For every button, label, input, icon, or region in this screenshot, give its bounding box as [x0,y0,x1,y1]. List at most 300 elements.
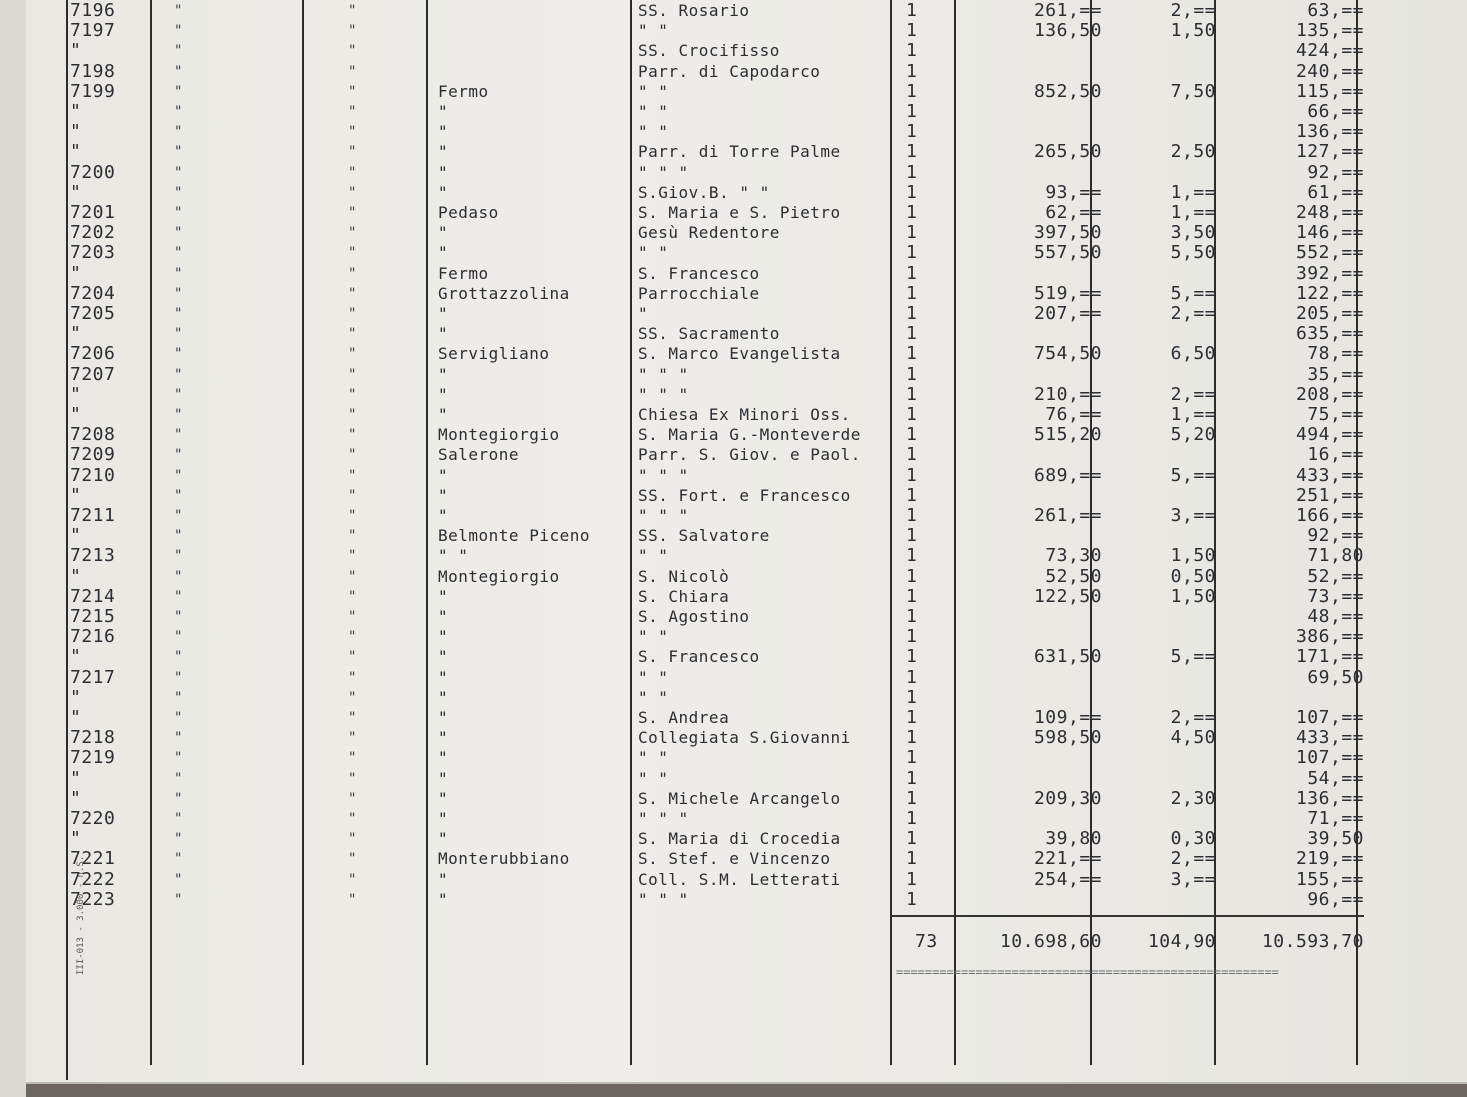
ditto-col-3: " [348,386,357,403]
column-rule [426,0,428,1065]
entry-number: 7203 [70,242,116,264]
church-name: " " " [638,465,689,485]
ditto-col-2: " [174,891,183,908]
church-name: " " [638,21,669,41]
quantity: 1 [906,242,918,264]
quantity: 1 [906,222,918,244]
gross-amount: 73,30 [1045,545,1102,567]
fee-amount: 1,== [1170,202,1216,223]
quantity: 1 [906,686,918,708]
net-amount: 205,== [1295,303,1364,324]
quantity: 1 [906,505,918,526]
ditto-col-2: " [174,205,183,221]
church-name: " " [638,748,669,768]
ditto-col-3: " [348,427,357,444]
ditto-col-3: " [348,306,357,322]
background-page-edge [0,0,26,1097]
net-amount: 107,== [1295,707,1364,728]
quantity: 1 [906,282,918,304]
locality: Fermo [438,81,489,101]
ditto-col-3: " [348,23,357,40]
locality: " [438,768,449,788]
fee-amount: 5,== [1170,646,1216,668]
locality: " [438,304,449,323]
fee-amount: 1,50 [1170,20,1216,42]
ditto-col-3: " [348,447,357,464]
gross-amount: 261,== [1033,505,1102,526]
entry-number: 7219 [70,747,116,769]
net-amount: 146,== [1295,222,1364,244]
quantity: 1 [906,727,918,749]
entry-number: 7206 [70,343,116,365]
net-amount: 63,== [1307,0,1364,21]
net-amount: 92,== [1307,525,1364,547]
ditto-col-3: " [348,407,357,423]
locality: " [438,465,449,485]
quantity: 1 [906,808,918,829]
locality: " [438,889,449,909]
quantity: 1 [906,303,918,324]
ditto-col-3: " [348,487,357,504]
locality: " [438,324,449,344]
net-amount: 35,== [1307,363,1364,385]
quantity: 1 [906,707,918,728]
fee-amount: 2,50 [1170,141,1216,163]
net-amount: 107,== [1295,747,1364,769]
locality: " " [438,546,469,566]
quantity: 1 [906,121,918,143]
ditto-col-3: " [348,366,357,383]
locality: Fermo [438,263,489,283]
double-underline: ===================================================== [896,965,1279,979]
church-name: Gesù Redentore [638,223,780,243]
quantity: 1 [906,585,918,607]
church-name: Coll. S.M. Letterati [638,869,841,889]
ditto-col-3: " [348,104,357,120]
church-name: S. Francesco [638,647,760,667]
entry-number: " [70,767,82,789]
church-name: " " [638,687,669,707]
gross-amount: 254,== [1033,868,1102,890]
locality: " [438,829,449,849]
ditto-col-2: " [174,770,183,787]
total-fee: 104,90 [1147,931,1216,952]
quantity: 1 [906,848,918,870]
gross-amount: 210,== [1033,383,1102,405]
gross-amount: 76,== [1045,404,1102,425]
entry-number: 7211 [70,505,116,526]
locality: " [438,607,449,626]
locality: Salerone [438,445,520,465]
fee-amount: 2,== [1170,0,1216,21]
locality: " [438,182,449,202]
entry-number: " [70,383,82,405]
fee-amount: 5,20 [1170,424,1216,446]
net-amount: 71,80 [1307,545,1364,567]
ditto-col-2: " [174,750,183,767]
ditto-col-2: " [174,851,183,868]
entry-number: 7218 [70,727,116,749]
ditto-col-2: " [174,245,183,262]
net-amount: 61,== [1307,181,1364,203]
ditto-col-2: " [174,124,183,141]
form-footer-code: III-013 - 3.000 - n.S. [76,855,86,975]
net-amount: 115,== [1295,80,1364,102]
gross-amount: 557,50 [1033,242,1102,264]
column-rule [66,0,68,1080]
quantity: 1 [906,40,918,62]
ditto-col-3: " [348,790,357,807]
locality: Pedaso [438,203,499,222]
ditto-col-2: " [174,225,183,242]
gross-amount: 261,== [1033,0,1102,21]
ditto-col-2: " [174,629,183,646]
entry-number: 7222 [70,868,116,890]
quantity: 1 [906,20,918,42]
church-name: Chiesa Ex Minori Oss. [638,405,851,424]
ditto-col-3: " [348,689,357,706]
ditto-col-2: " [174,588,183,605]
ditto-col-2: " [174,689,183,706]
gross-amount: 52,50 [1045,565,1102,587]
ditto-col-2: " [174,790,183,807]
church-name: SS. Rosario [638,1,750,20]
quantity: 1 [906,343,918,365]
fee-amount: 1,50 [1170,585,1216,607]
quantity: 1 [906,525,918,547]
gross-amount: 136,50 [1033,20,1102,42]
net-amount: 251,== [1295,484,1364,506]
fee-amount: 2,== [1170,707,1216,728]
net-amount: 635,== [1295,323,1364,345]
ditto-col-2: " [174,265,183,282]
ditto-col-3: " [348,83,357,100]
ditto-col-2: " [174,285,183,302]
gross-amount: 122,50 [1033,585,1102,607]
church-name: Parr. S. Giov. e Paol. [638,445,861,465]
church-name: " " [638,667,669,687]
ditto-col-2: " [174,184,183,201]
entry-number: 7216 [70,626,116,648]
locality: Grottazzolina [438,283,570,303]
entry-number: " [70,686,82,708]
ditto-col-3: " [348,144,357,161]
church-name: S. Maria di Crocedia [638,829,841,849]
entry-number: " [70,646,82,668]
ditto-col-2: " [174,386,183,403]
quantity: 1 [906,606,918,627]
quantity: 1 [906,323,918,345]
entry-number: " [70,323,82,345]
ditto-col-2: " [174,871,183,888]
net-amount: 433,== [1295,464,1364,486]
quantity: 1 [906,545,918,567]
locality: " [438,506,449,525]
net-amount: 54,== [1307,767,1364,789]
gross-amount: 265,50 [1033,141,1102,163]
entry-number: 7210 [70,464,116,486]
church-name: " " " [638,889,689,909]
total-gross: 10.698,60 [999,931,1102,952]
ditto-col-3: " [348,245,357,262]
church-name: SS. Sacramento [638,324,780,344]
locality: " [438,364,449,384]
church-name: " " [638,627,669,647]
ditto-col-3: " [348,831,357,848]
gross-amount: 207,== [1033,303,1102,324]
gross-amount: 515,20 [1033,424,1102,446]
quantity: 1 [906,262,918,284]
ditto-col-2: " [174,669,183,686]
net-amount: 39,50 [1307,828,1364,850]
church-name: S. Nicolò [638,566,730,586]
net-amount: 73,== [1307,585,1364,607]
church-name: Parrocchiale [638,283,760,303]
locality: " [438,788,449,808]
gross-amount: 221,== [1033,848,1102,870]
locality: " [438,809,449,828]
fee-amount: 2,== [1170,848,1216,870]
locality: " [438,708,449,727]
quantity: 1 [906,747,918,769]
entry-number: " [70,525,82,547]
locality: " [438,627,449,647]
ditto-col-2: " [174,548,183,565]
locality: Belmonte Piceno [438,526,590,546]
entry-number: " [70,404,82,425]
locality: " [438,223,449,243]
ditto-col-3: " [348,730,357,747]
net-amount: 92,== [1307,161,1364,183]
ditto-col-2: " [174,306,183,322]
gross-amount: 109,== [1033,707,1102,728]
net-amount: 75,== [1307,404,1364,425]
entry-number: 7196 [70,0,116,21]
gross-amount: 62,== [1045,202,1102,223]
net-amount: 136,== [1295,121,1364,143]
church-name: S. Maria e S. Pietro [638,203,841,222]
ditto-col-2: " [174,23,183,40]
ditto-col-3: " [348,346,357,363]
quantity: 1 [906,444,918,466]
ditto-col-3: " [348,467,357,484]
ditto-col-2: " [174,3,183,19]
ditto-col-2: " [174,326,183,343]
church-name: S. Stef. e Vincenzo [638,849,831,869]
ditto-col-3: " [348,205,357,221]
entry-number: 7217 [70,666,116,688]
net-amount: 166,== [1295,505,1364,526]
fee-amount: 3,== [1170,868,1216,890]
entry-number: " [70,40,82,62]
entry-number: 7209 [70,444,116,466]
ditto-col-3: " [348,3,357,19]
church-name: S. Marco Evangelista [638,344,841,364]
net-amount: 48,== [1307,606,1364,627]
ditto-col-3: " [348,629,357,646]
church-name: " " " [638,384,689,404]
gross-amount: 754,50 [1033,343,1102,365]
locality: " [438,869,449,889]
church-name: " " [638,81,669,101]
fee-amount: 5,50 [1170,242,1216,264]
ditto-col-2: " [174,346,183,363]
church-name: SS. Fort. e Francesco [638,485,851,505]
ditto-col-2: " [174,164,183,181]
ditto-col-2: " [174,366,183,383]
net-amount: 424,== [1295,40,1364,62]
church-name: S. Francesco [638,263,760,283]
entry-number: " [70,101,82,122]
entry-number: " [70,121,82,143]
net-amount: 69,50 [1307,666,1364,688]
entry-number: " [70,787,82,809]
church-name: S. Chiara [638,586,730,606]
net-amount: 240,== [1295,60,1364,82]
ditto-col-3: " [348,750,357,767]
net-amount: 136,== [1295,787,1364,809]
locality: " [438,728,449,748]
fee-amount: 2,== [1170,383,1216,405]
total-qty: 73 [915,931,938,952]
locality: " [438,162,449,182]
entry-number: 7200 [70,161,116,183]
entry-number: " [70,565,82,587]
ditto-col-2: " [174,568,183,585]
total-rule [892,915,1364,917]
entry-number: " [70,141,82,163]
quantity: 1 [906,484,918,506]
entry-number: 7207 [70,363,116,385]
quantity: 1 [906,202,918,223]
ditto-col-3: " [348,285,357,302]
locality: " [438,142,449,162]
entry-number: " [70,707,82,728]
quantity: 1 [906,161,918,183]
net-amount: 16,== [1307,444,1364,466]
ditto-col-3: " [348,326,357,343]
locality: " [438,647,449,667]
church-name: SS. Crocifisso [638,41,780,61]
ditto-col-2: " [174,447,183,464]
ditto-col-3: " [348,770,357,787]
net-amount: 392,== [1295,262,1364,284]
net-amount: 208,== [1295,383,1364,405]
fee-amount: 3,== [1170,505,1216,526]
quantity: 1 [906,0,918,21]
net-amount: 248,== [1295,202,1364,223]
fee-amount: 5,== [1170,464,1216,486]
church-name: " " [638,102,669,121]
ditto-col-2: " [174,730,183,747]
fee-amount: 1,== [1170,181,1216,203]
entry-number: " [70,484,82,506]
fee-amount: 3,50 [1170,222,1216,244]
ditto-col-2: " [174,649,183,666]
fee-amount: 2,30 [1170,787,1216,809]
church-name: " " [638,122,669,142]
fee-amount: 0,30 [1170,828,1216,850]
ditto-col-2: " [174,43,183,60]
ditto-col-3: " [348,669,357,686]
ditto-col-3: " [348,588,357,605]
net-amount: 127,== [1295,141,1364,163]
entry-number: " [70,262,82,284]
ditto-col-2: " [174,427,183,444]
ditto-col-2: " [174,104,183,120]
quantity: 1 [906,787,918,809]
quantity: 1 [906,828,918,850]
gross-amount: 689,== [1033,464,1102,486]
church-name: " " [638,243,669,263]
entry-number: 7199 [70,80,116,102]
ditto-col-3: " [348,508,357,524]
locality: Montegiorgio [438,425,560,445]
gross-amount: 209,30 [1033,787,1102,809]
ditto-col-3: " [348,891,357,908]
column-rule [890,0,892,1065]
total-net: 10.593,70 [1261,931,1364,952]
quantity: 1 [906,464,918,486]
ditto-col-2: " [174,487,183,504]
locality: Servigliano [438,344,550,364]
ditto-col-2: " [174,63,183,80]
ditto-col-2: " [174,144,183,161]
ditto-col-2: " [174,831,183,848]
locality: " [438,586,449,606]
entry-number: 7208 [70,424,116,446]
ditto-col-3: " [348,164,357,181]
locality: " [438,748,449,768]
fee-amount: 6,50 [1170,343,1216,365]
church-name: " " " [638,809,689,828]
ditto-col-2: " [174,811,183,827]
quantity: 1 [906,888,918,910]
church-name: " " " [638,506,689,525]
ditto-col-3: " [348,43,357,60]
ditto-col-3: " [348,225,357,242]
net-amount: 171,== [1295,646,1364,668]
net-amount: 78,== [1307,343,1364,365]
ditto-col-2: " [174,407,183,423]
quantity: 1 [906,626,918,648]
column-rule [630,0,632,1065]
net-amount: 552,== [1295,242,1364,264]
column-rule [302,0,304,1065]
ditto-col-3: " [348,609,357,625]
fee-amount: 7,50 [1170,80,1216,102]
fee-amount: 1,50 [1170,545,1216,567]
ditto-col-3: " [348,124,357,141]
quantity: 1 [906,565,918,587]
column-rule [954,0,956,1065]
fee-amount: 1,== [1170,404,1216,425]
locality: " [438,102,449,121]
locality: " [438,384,449,404]
ditto-col-3: " [348,548,357,565]
ditto-col-2: " [174,508,183,524]
church-name: S. Andrea [638,708,730,727]
entry-number: 7223 [70,888,116,910]
locality: " [438,687,449,707]
quantity: 1 [906,101,918,122]
quantity: 1 [906,424,918,446]
church-name: " " [638,768,669,788]
entry-number: 7201 [70,202,116,223]
column-rule [150,0,152,1065]
entry-number: " [70,181,82,203]
gross-amount: 397,50 [1033,222,1102,244]
